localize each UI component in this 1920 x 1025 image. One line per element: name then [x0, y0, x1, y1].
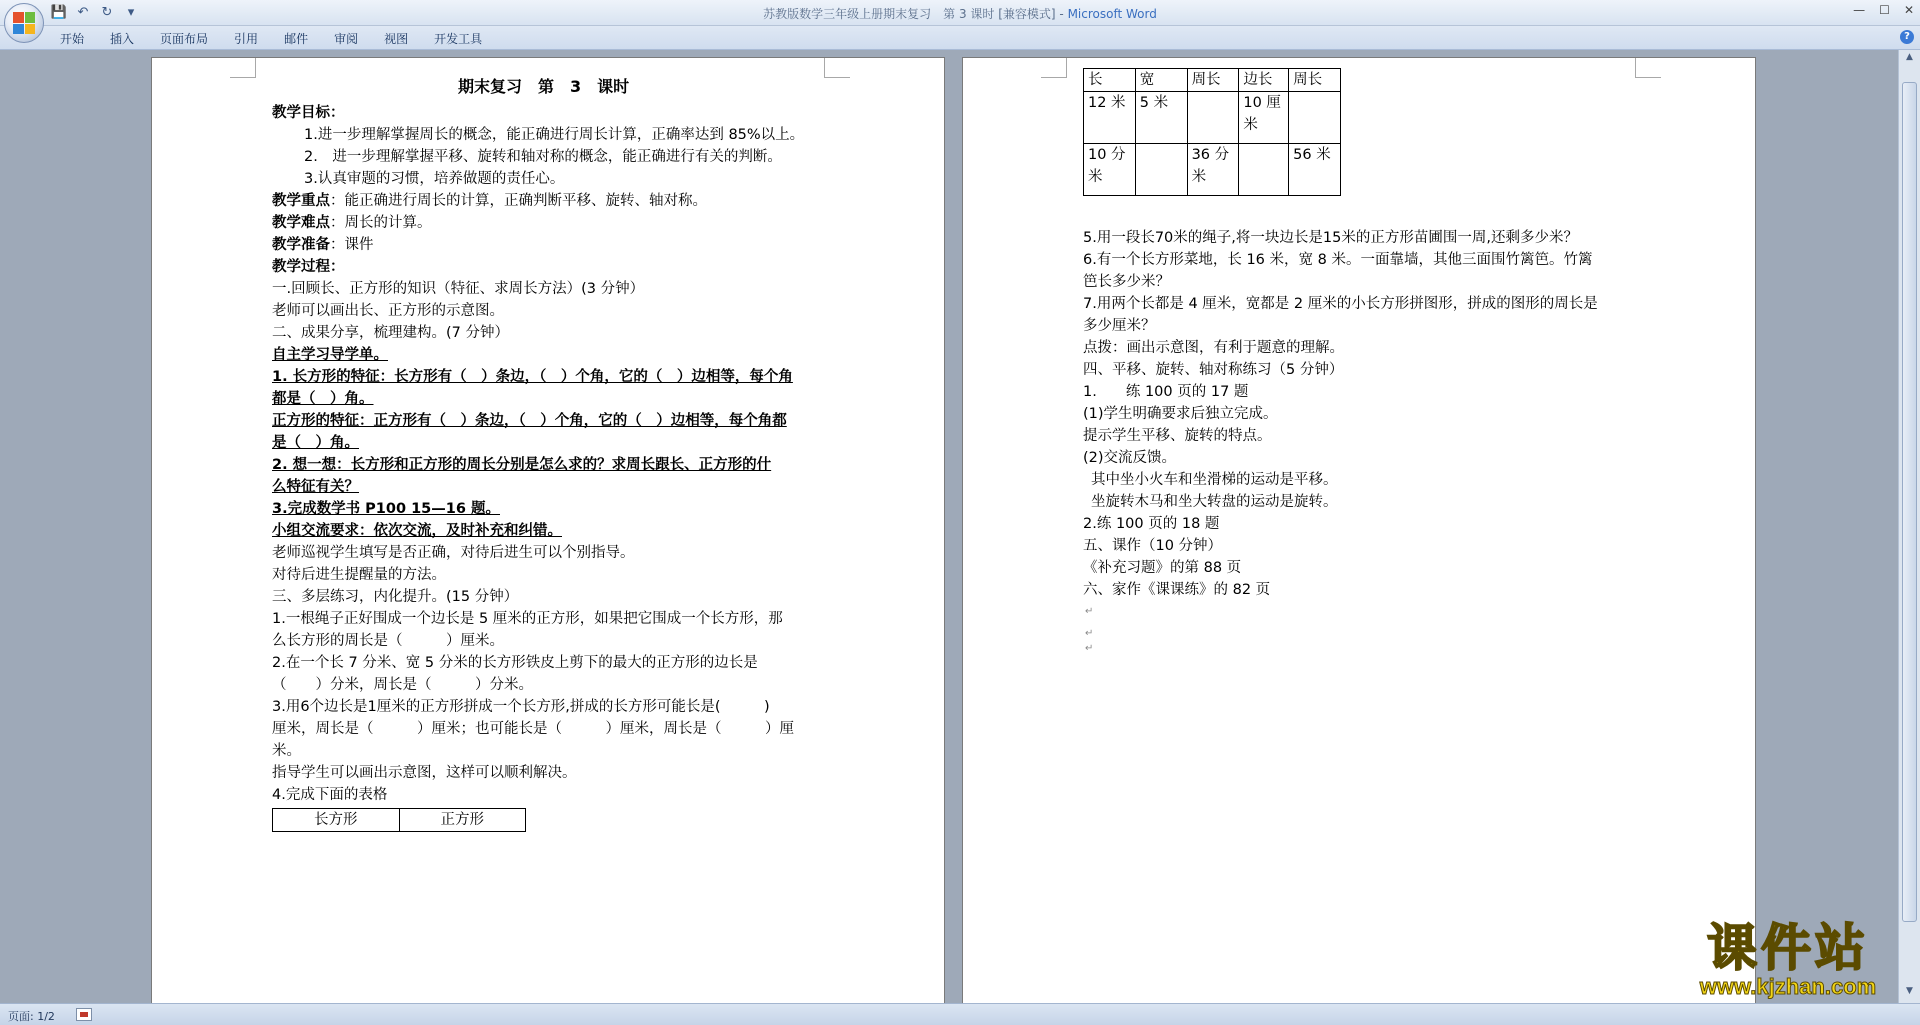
exercise-3-a: 3.用6个边长是1厘米的正方形拼成一个长方形,拼成的长方形可能长是( ): [272, 699, 770, 715]
teaching-focus: 教学重点：能正确进行周长的计算，正确判断平移、旋转、轴对称。: [272, 193, 707, 209]
title-bar: [0, 0, 1920, 26]
margin-corner: [230, 58, 256, 78]
shape-table[interactable]: [272, 808, 526, 832]
watermark-title: 课件站: [1707, 918, 1869, 977]
scroll-thumb[interactable]: [1902, 82, 1917, 922]
problem-5: 5.用一段长70米的绳子,将一块边长是15米的正方形苗圃围一周,还剩多少米？: [1083, 230, 1578, 246]
exercise-x1: 1. 练 100 页的 17 题: [1083, 384, 1249, 400]
goals-label: 教学目标：: [272, 105, 345, 121]
exercise-3-c: 米。: [272, 743, 301, 759]
page-1[interactable]: [151, 57, 945, 1003]
undo-icon[interactable]: ↶: [77, 4, 89, 20]
status-bar: [0, 1003, 1920, 1025]
goal-1: 1.进一步理解掌握周长的概念，能正确进行周长计算，正确率达到 85%以上。: [304, 127, 805, 143]
exercise-2-b: （ ）分米，周长是（ ）分米。: [272, 677, 533, 693]
goal-2: 2. 进一步理解掌握平移、旋转和轴对称的概念，能正确进行有关的判断。: [304, 149, 782, 165]
section-4: 四、平移、旋转、轴对称练习（5 分钟）: [1083, 362, 1344, 378]
teacher-note-2: 对待后进生提醒量的方法。: [272, 567, 446, 583]
teacher-note-1: 老师巡视学生填写是否正确，对待后进生可以个别指导。: [272, 545, 635, 561]
office-logo-icon: [13, 12, 35, 34]
table-cell[interactable]: [1187, 92, 1239, 144]
table-cell[interactable]: 10 分米: [1084, 144, 1136, 196]
proofing-icon[interactable]: [76, 1008, 92, 1021]
vertical-scrollbar[interactable]: [1898, 50, 1920, 1003]
question-2-b: 么特征有关？: [272, 479, 359, 495]
teaching-difficulty: 教学难点：周长的计算。: [272, 215, 432, 231]
section-3: 三、多层练习，内化提升。(15 分钟）: [272, 589, 519, 605]
help-icon[interactable]: ?: [1900, 30, 1914, 44]
scroll-down-icon[interactable]: ▼: [1906, 986, 1913, 996]
tip: 点拨：画出示意图，有利于题意的理解。: [1083, 340, 1344, 356]
tab-review[interactable]: 审阅: [334, 32, 359, 46]
minimize-button[interactable]: —: [1853, 3, 1866, 17]
section-6: 六、家作《课课练》的 82 页: [1083, 582, 1271, 598]
section-1-note: 老师可以画出长、正方形的示意图。: [272, 303, 504, 319]
problem-7-a: 7.用两个长都是 4 厘米，宽都是 2 厘米的小长方形拼图形，拼成的图形的周长是: [1083, 296, 1598, 312]
question-3: 3.完成数学书 P100 15—16 题。: [272, 501, 500, 517]
question-1-d: 是（ ）角。: [272, 435, 359, 451]
exercise-x1-c: (2)交流反馈。: [1083, 450, 1177, 466]
exercise-1-b: 么长方形的周长是（ ）厘米。: [272, 633, 504, 649]
close-button[interactable]: ✕: [1903, 3, 1914, 17]
redo-icon[interactable]: ↻: [101, 4, 113, 20]
app-name: Microsoft Word: [1067, 7, 1157, 21]
exercise-x1-a: (1)学生明确要求后独立完成。: [1083, 406, 1278, 422]
window-title: [0, 5, 1920, 22]
guide-title: 自主学习导学单。: [272, 347, 388, 363]
question-1-a: 1. 长方形的特征：长方形有（ ）条边，（ ）个角，它的（ ）边相等，每个角: [272, 369, 793, 385]
section-1: 一.回顾长、正方形的知识（特征、求周长方法）(3 分钟）: [272, 281, 645, 297]
tab-references[interactable]: 引用: [234, 32, 259, 46]
table-cell[interactable]: 36 分米: [1187, 144, 1239, 196]
paragraph-mark: ↵: [1085, 606, 1094, 617]
problem-6-b: 笆长多少米？: [1083, 274, 1170, 290]
window-controls: [1853, 3, 1914, 17]
table-header: 周长: [1289, 69, 1341, 92]
table-row: [1084, 92, 1341, 144]
exercise-4: 4.完成下面的表格: [272, 787, 388, 803]
question-2-a: 2. 想一想：长方形和正方形的周长分别是怎么求的？求周长跟长、正方形的什: [272, 457, 772, 473]
exercise-x2: 2.练 100 页的 18 题: [1083, 516, 1220, 532]
exercise-2-a: 2.在一个长 7 分米、宽 5 分米的长方形铁皮上剪下的最大的正方形的边长是: [272, 655, 758, 671]
exercise-x1-d: 其中坐小火车和坐滑梯的运动是平移。: [1091, 472, 1338, 488]
margin-corner: [1635, 58, 1661, 78]
table-cell[interactable]: 10 厘米: [1239, 92, 1289, 144]
problem-6-a: 6.有一个长方形菜地，长 16 米，宽 8 米。一面靠墙，其他三面围竹篱笆。竹篱: [1083, 252, 1593, 268]
watermark: [1668, 920, 1908, 998]
paragraph-mark: ↵: [1085, 628, 1094, 639]
office-button[interactable]: [4, 3, 44, 43]
tab-mailings[interactable]: 邮件: [284, 32, 309, 46]
table-header: 边长: [1239, 69, 1289, 92]
exercise-x1-e: 坐旋转木马和坐大转盘的运动是旋转。: [1091, 494, 1338, 510]
document-area: [0, 50, 1898, 1003]
exercise-1-a: 1.一根绳子正好围成一个边长是 5 厘米的正方形，如果把它围成一个长方形，那: [272, 611, 783, 627]
paragraph-mark: ↵: [1085, 643, 1094, 654]
group-requirement: 小组交流要求：依次交流，及时补充和纠错。: [272, 523, 562, 539]
tab-view[interactable]: 视图: [384, 32, 409, 46]
save-icon[interactable]: 💾: [50, 4, 68, 20]
table-header: 长方形: [273, 809, 400, 832]
goal-3: 3.认真审题的习惯，培养做题的责任心。: [304, 171, 565, 187]
margin-corner: [824, 58, 850, 78]
document-name: 苏教版数学三年级上册期末复习 第 3 课时 [兼容模式] -: [763, 7, 1068, 21]
problem-7-b: 多少厘米？: [1083, 318, 1156, 334]
document-title: 期末复习 第 3 课时: [458, 77, 630, 96]
scroll-up-icon[interactable]: ▲: [1906, 52, 1913, 62]
section-2: 二、成果分享，梳理建构。(7 分钟）: [272, 325, 509, 341]
question-1-b: 都是（ ）角。: [272, 391, 374, 407]
question-1-c: 正方形的特征：正方形有（ ）条边，（ ）个角，它的（ ）边相等，每个角都: [272, 413, 787, 429]
section-5: 五、课作（10 分钟）: [1083, 538, 1223, 554]
perimeter-table[interactable]: [1083, 68, 1341, 196]
exercise-3-b: 厘米，周长是（ ）厘米；也可能长是（ ）厘米，周长是（ ）厘: [272, 721, 794, 737]
section-5-a: 《补充习题》的第 88 页: [1083, 560, 1242, 576]
tab-insert[interactable]: 插入: [110, 32, 135, 46]
table-header: 长: [1084, 69, 1136, 92]
tab-page-layout[interactable]: 页面布局: [160, 32, 209, 46]
tab-home[interactable]: 开始: [60, 32, 85, 46]
table-cell[interactable]: [1239, 144, 1289, 196]
page-count[interactable]: 页面: 1/2: [8, 1010, 55, 1023]
tab-developer[interactable]: 开发工具: [434, 32, 483, 46]
maximize-button[interactable]: ☐: [1879, 3, 1890, 17]
margin-corner: [1041, 58, 1067, 78]
ribbon-tabs: [50, 30, 498, 48]
table-cell[interactable]: [1289, 92, 1341, 144]
watermark-url: www.kjzhan.com: [1699, 974, 1877, 999]
table-cell[interactable]: [1135, 144, 1187, 196]
table-row: [1084, 144, 1341, 196]
customize-qat-icon[interactable]: ▾: [127, 4, 135, 20]
ribbon: [0, 26, 1920, 50]
teaching-prep: 教学准备：课件: [272, 237, 388, 253]
table-cell[interactable]: 56 米: [1289, 144, 1341, 196]
table-header: 周长: [1187, 69, 1239, 92]
page-2[interactable]: [962, 57, 1756, 1003]
table-cell[interactable]: 5 米: [1135, 92, 1187, 144]
table-row: [1084, 69, 1341, 92]
table-cell[interactable]: 12 米: [1084, 92, 1136, 144]
hint: 指导学生可以画出示意图，这样可以顺利解决。: [272, 765, 577, 781]
table-header: 宽: [1135, 69, 1187, 92]
process-label: 教学过程：: [272, 259, 345, 275]
exercise-x1-b: 提示学生平移、旋转的特点。: [1083, 428, 1272, 444]
table-header: 正方形: [399, 809, 526, 832]
